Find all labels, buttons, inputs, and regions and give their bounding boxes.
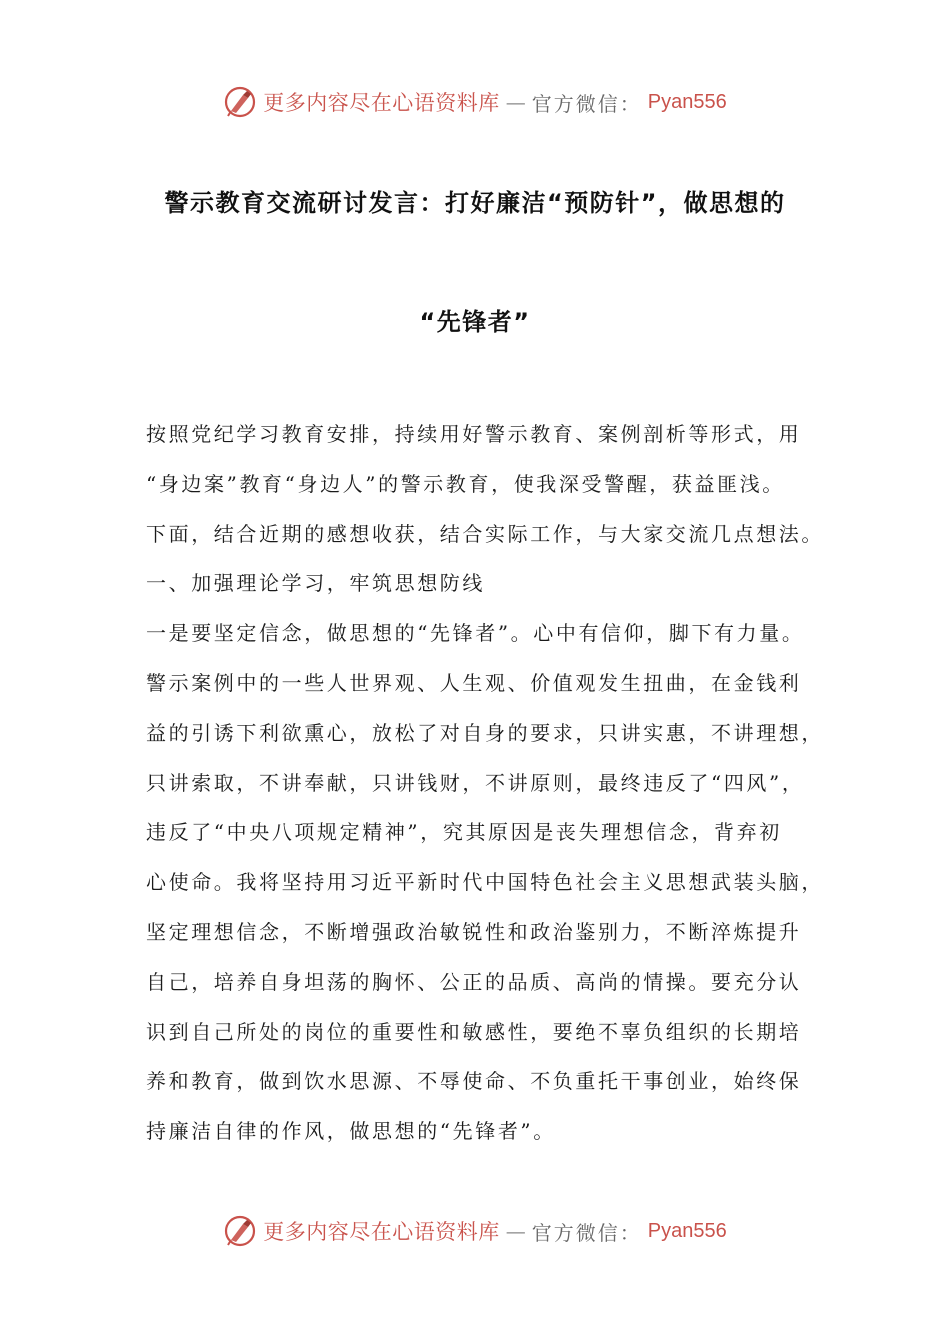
body-line: 益的引诱下利欲熏心，放松了对自身的要求，只讲实惠，不讲理想， [146, 720, 824, 745]
body-line: 识到自己所处的岗位的重要性和敏感性，要绝不辜负组织的长期培 [146, 1019, 802, 1044]
banner-brand-text: 更多内容尽在心语资料库 [263, 1220, 500, 1244]
banner-brand-text: 更多内容尽在心语资料库 [263, 91, 500, 115]
body-line: 下面，结合近期的感想收获，结合实际工作，与大家交流几点想法。 [146, 521, 824, 546]
body-line: 持廉洁自律的作风，做思想的“先锋者”。 [146, 1119, 556, 1144]
body-line: 违反了“中央八项规定精神”，究其原因是丧失理想信念，背弃初 [146, 820, 782, 845]
body-line: “身边案”教育“身边人”的警示教育，使我深受警醒，获益匪浅。 [146, 471, 785, 496]
body-line: 坚定理想信念，不断增强政治敏锐性和政治鉴别力，不断淬炼提升 [146, 919, 802, 944]
banner-separator: — [505, 90, 526, 114]
body-line: 警示案例中的一些人世界观、人生观、价值观发生扭曲，在金钱利 [146, 670, 802, 695]
body-line: 自己，培养自身坦荡的胸怀、公正的品质、高尚的情操。要充分认 [146, 969, 802, 994]
body-line: 心使命。我将坚持用习近平新时代中国特色社会主义思想武装头脑， [146, 870, 824, 895]
document-title-line-2: “先锋者” [419, 308, 531, 336]
banner-wechat-label: 官方微信： [531, 1220, 642, 1245]
body-line: 养和教育，做到饮水思源、不辱使命、不负重托干事创业，始终保 [146, 1069, 802, 1094]
pen-nib-circle-icon [223, 85, 257, 119]
body-line: 按照党纪学习教育安排，持续用好警示教育、案例剖析等形式，用 [146, 422, 802, 446]
banner-wechat-handle: Pyan556 [647, 90, 727, 113]
pen-nib-circle-icon [223, 1214, 257, 1248]
footer-banner [0, 1211, 950, 1251]
header-banner [0, 82, 950, 122]
banner-wechat-handle: Pyan556 [647, 1219, 727, 1242]
body-line: 一是要坚定信念，做思想的“先锋者”。心中有信仰，脚下有力量。 [146, 621, 805, 646]
document-body [146, 418, 826, 1165]
banner-separator: — [505, 1219, 526, 1243]
body-line: 只讲索取，不讲奉献，只讲钱财，不讲原则，最终违反了“四风”， [146, 770, 805, 795]
document-title-line-1: 警示教育交流研讨发言：打好廉洁“预防针”，做思想的 [164, 189, 786, 217]
section-heading: 一、加强理论学习，牢筑思想防线 [146, 571, 485, 596]
banner-wechat-label: 官方微信： [531, 91, 642, 116]
